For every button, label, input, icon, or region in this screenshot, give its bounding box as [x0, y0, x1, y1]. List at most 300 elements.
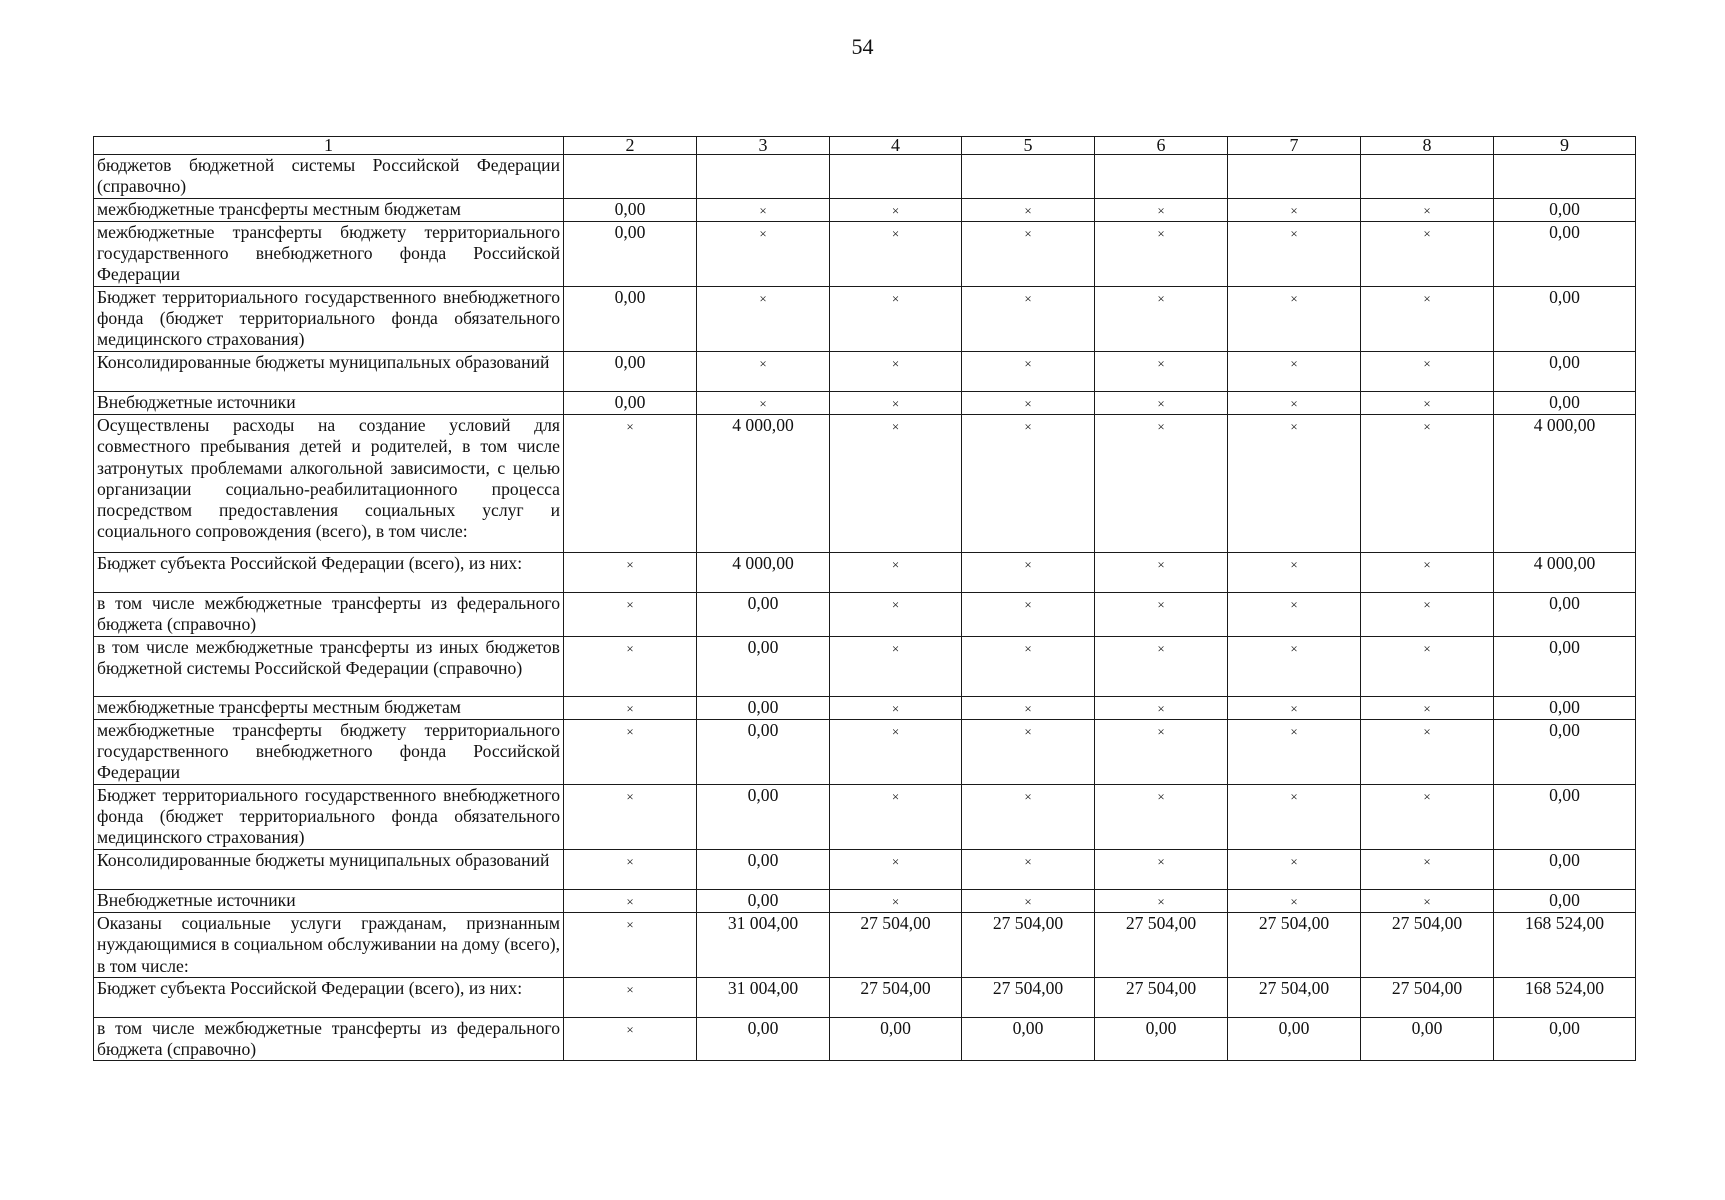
- value-cell-col-4: [830, 696, 962, 719]
- value-cell-col-6: [1095, 636, 1228, 696]
- value-cell-col-5: [962, 155, 1095, 199]
- not-applicable-mark: ×: [1024, 418, 1032, 434]
- value-cell-col-5: [962, 719, 1095, 784]
- not-applicable-mark: ×: [1024, 556, 1032, 572]
- not-applicable-mark: ×: [1290, 640, 1298, 656]
- amount-value: 0,00: [1549, 198, 1580, 219]
- amount-value: 27 504,00: [1391, 912, 1463, 933]
- value-cell-col-6: [1095, 1017, 1228, 1061]
- column-header-1: 1: [94, 137, 564, 155]
- amount-value: 31 004,00: [727, 912, 799, 933]
- value-cell-col-8: [1361, 351, 1494, 391]
- not-applicable-mark: ×: [891, 355, 900, 371]
- value-cell-col-4: [830, 912, 962, 977]
- value-cell-col-9: [1494, 198, 1636, 221]
- value-cell-col-7: [1228, 889, 1361, 912]
- not-applicable-mark: ×: [626, 723, 634, 739]
- budget-table: [93, 136, 1636, 1061]
- not-applicable-mark: ×: [891, 700, 900, 716]
- row-label: в том числе межбюджетные трансферты из федерального бюджета (справочно): [94, 1017, 564, 1061]
- amount-value: 0,00: [1549, 221, 1580, 242]
- amount-value: 0,00: [614, 198, 646, 219]
- not-applicable-mark: ×: [1290, 556, 1298, 572]
- not-applicable-mark: ×: [1290, 723, 1298, 739]
- value-cell-col-9: [1494, 977, 1636, 1017]
- value-cell-col-2: [564, 912, 697, 977]
- not-applicable-mark: ×: [626, 640, 634, 656]
- row-label: межбюджетные трансферты бюджету территориального государственного внебюджетного фонда Российской Федерации: [94, 719, 564, 784]
- row-label: бюджетов бюджетной системы Российской Федерации (справочно): [94, 155, 564, 199]
- not-applicable-mark: ×: [759, 225, 767, 241]
- amount-value: 0,00: [1549, 719, 1580, 740]
- value-cell-col-7: [1228, 696, 1361, 719]
- value-cell-col-8: [1361, 912, 1494, 977]
- not-applicable-mark: ×: [1423, 355, 1431, 371]
- not-applicable-mark: ×: [1157, 788, 1165, 804]
- not-applicable-mark: ×: [891, 788, 900, 804]
- not-applicable-mark: ×: [891, 418, 900, 434]
- value-cell-col-2: [564, 221, 697, 286]
- not-applicable-mark: ×: [1024, 395, 1032, 411]
- value-cell-col-5: [962, 592, 1095, 636]
- amount-value: 4 000,00: [732, 414, 794, 435]
- not-applicable-mark: ×: [1024, 596, 1032, 612]
- value-cell-col-7: [1228, 221, 1361, 286]
- value-cell-col-5: [962, 1017, 1095, 1061]
- value-cell-col-6: [1095, 286, 1228, 351]
- value-cell-col-5: [962, 636, 1095, 696]
- value-cell-col-7: [1228, 155, 1361, 199]
- not-applicable-mark: ×: [1423, 202, 1431, 218]
- column-header-5: 5: [962, 137, 1095, 155]
- not-applicable-mark: ×: [1157, 723, 1165, 739]
- not-applicable-mark: ×: [891, 640, 900, 656]
- row-label: Осуществлены расходы на создание условий для совместного пребывания детей и родителей, в том числе затронутых проблемами алкогольной зависимости, с целью организации социально-реабилитационного процесса посредством предоставления социальных услуг и социального сопровождения (всего), в том числе:: [94, 414, 564, 552]
- not-applicable-mark: ×: [1290, 225, 1298, 241]
- table-row: [94, 198, 1636, 221]
- value-cell-col-8: [1361, 784, 1494, 849]
- value-cell-col-2: [564, 351, 697, 391]
- value-cell-col-8: [1361, 155, 1494, 199]
- not-applicable-mark: ×: [759, 395, 767, 411]
- table-row: [94, 977, 1636, 1017]
- value-cell-col-3: [697, 849, 830, 889]
- value-cell-col-4: [830, 391, 962, 414]
- value-cell-col-9: [1494, 636, 1636, 696]
- not-applicable-mark: ×: [1157, 202, 1165, 218]
- not-applicable-mark: ×: [1024, 225, 1032, 241]
- value-cell-col-6: [1095, 351, 1228, 391]
- value-cell-col-7: [1228, 198, 1361, 221]
- value-cell-col-8: [1361, 696, 1494, 719]
- not-applicable-mark: ×: [891, 202, 900, 218]
- not-applicable-mark: ×: [1423, 893, 1431, 909]
- not-applicable-mark: ×: [1157, 640, 1165, 656]
- table-row: [94, 1017, 1636, 1061]
- value-cell-col-9: [1494, 889, 1636, 912]
- amount-value: 0,00: [747, 784, 779, 805]
- not-applicable-mark: ×: [1157, 290, 1165, 306]
- amount-value: 168 524,00: [1524, 912, 1605, 933]
- not-applicable-mark: ×: [1423, 700, 1431, 716]
- value-cell-col-4: [830, 221, 962, 286]
- not-applicable-mark: ×: [1157, 225, 1165, 241]
- value-cell-col-2: [564, 696, 697, 719]
- amount-value: 27 504,00: [992, 912, 1064, 933]
- amount-value: 27 504,00: [860, 912, 931, 933]
- value-cell-col-8: [1361, 221, 1494, 286]
- not-applicable-mark: ×: [1024, 202, 1032, 218]
- amount-value: 0,00: [1549, 636, 1580, 657]
- not-applicable-mark: ×: [1423, 640, 1431, 656]
- value-cell-col-8: [1361, 636, 1494, 696]
- amount-value: 0,00: [1549, 592, 1580, 613]
- value-cell-col-3: [697, 391, 830, 414]
- not-applicable-mark: ×: [1157, 853, 1165, 869]
- value-cell-col-9: [1494, 719, 1636, 784]
- amount-value: 0,00: [1411, 1017, 1443, 1038]
- value-cell-col-3: [697, 636, 830, 696]
- not-applicable-mark: ×: [1423, 788, 1431, 804]
- row-label: Внебюджетные источники: [94, 391, 564, 414]
- table-row: [94, 784, 1636, 849]
- not-applicable-mark: ×: [1423, 290, 1431, 306]
- amount-value: 4 000,00: [1533, 414, 1596, 435]
- not-applicable-mark: ×: [1290, 355, 1298, 371]
- amount-value: 4 000,00: [732, 552, 794, 573]
- value-cell-col-3: [697, 696, 830, 719]
- value-cell-col-9: [1494, 221, 1636, 286]
- not-applicable-mark: ×: [891, 596, 900, 612]
- value-cell-col-8: [1361, 391, 1494, 414]
- amount-value: 0,00: [1549, 391, 1580, 412]
- not-applicable-mark: ×: [1423, 418, 1431, 434]
- not-applicable-mark: ×: [891, 556, 900, 572]
- value-cell-col-5: [962, 552, 1095, 592]
- value-cell-col-7: [1228, 414, 1361, 552]
- not-applicable-mark: ×: [1290, 418, 1298, 434]
- value-cell-col-7: [1228, 552, 1361, 592]
- value-cell-col-8: [1361, 977, 1494, 1017]
- value-cell-col-8: [1361, 552, 1494, 592]
- value-cell-col-5: [962, 696, 1095, 719]
- value-cell-col-8: [1361, 198, 1494, 221]
- table-row: [94, 912, 1636, 977]
- not-applicable-mark: ×: [1290, 290, 1298, 306]
- value-cell-col-6: [1095, 414, 1228, 552]
- not-applicable-mark: ×: [759, 290, 767, 306]
- value-cell-col-7: [1228, 351, 1361, 391]
- value-cell-col-6: [1095, 198, 1228, 221]
- value-cell-col-2: [564, 784, 697, 849]
- value-cell-col-9: [1494, 784, 1636, 849]
- column-header-4: 4: [830, 137, 962, 155]
- not-applicable-mark: ×: [626, 700, 634, 716]
- value-cell-col-6: [1095, 719, 1228, 784]
- value-cell-col-6: [1095, 912, 1228, 977]
- value-cell-col-3: [697, 977, 830, 1017]
- value-cell-col-2: [564, 849, 697, 889]
- row-label: в том числе межбюджетные трансферты из федерального бюджета (справочно): [94, 592, 564, 636]
- value-cell-col-3: [697, 414, 830, 552]
- value-cell-col-2: [564, 592, 697, 636]
- page-number: 54: [851, 34, 874, 59]
- value-cell-col-5: [962, 889, 1095, 912]
- not-applicable-mark: ×: [1423, 225, 1431, 241]
- not-applicable-mark: ×: [1157, 395, 1165, 411]
- amount-value: 31 004,00: [727, 977, 799, 998]
- value-cell-col-7: [1228, 977, 1361, 1017]
- not-applicable-mark: ×: [1423, 853, 1431, 869]
- value-cell-col-8: [1361, 849, 1494, 889]
- amount-value: 0,00: [747, 849, 779, 870]
- value-cell-col-4: [830, 636, 962, 696]
- amount-value: 0,00: [1145, 1017, 1177, 1038]
- not-applicable-mark: ×: [626, 981, 634, 997]
- table-row: [94, 696, 1636, 719]
- value-cell-col-7: [1228, 391, 1361, 414]
- value-cell-col-7: [1228, 286, 1361, 351]
- table-row: [94, 351, 1636, 391]
- value-cell-col-4: [830, 155, 962, 199]
- value-cell-col-9: [1494, 849, 1636, 889]
- not-applicable-mark: ×: [891, 395, 900, 411]
- value-cell-col-4: [830, 414, 962, 552]
- not-applicable-mark: ×: [891, 290, 900, 306]
- value-cell-col-6: [1095, 155, 1228, 199]
- not-applicable-mark: ×: [1157, 596, 1165, 612]
- amount-value: 27 504,00: [1125, 977, 1197, 998]
- not-applicable-mark: ×: [1290, 700, 1298, 716]
- value-cell-col-2: [564, 198, 697, 221]
- value-cell-col-3: [697, 889, 830, 912]
- amount-value: 0,00: [614, 221, 646, 242]
- value-cell-col-5: [962, 784, 1095, 849]
- not-applicable-mark: ×: [1024, 723, 1032, 739]
- value-cell-col-3: [697, 221, 830, 286]
- row-label: Бюджет территориального государственного внебюджетного фонда (бюджет территориального фонда обязательного медицинского страхования): [94, 286, 564, 351]
- amount-value: 27 504,00: [1391, 977, 1463, 998]
- value-cell-col-8: [1361, 414, 1494, 552]
- not-applicable-mark: ×: [1157, 700, 1165, 716]
- row-label: Внебюджетные источники: [94, 889, 564, 912]
- not-applicable-mark: ×: [891, 893, 900, 909]
- value-cell-col-4: [830, 784, 962, 849]
- amount-value: 0,00: [880, 1017, 911, 1038]
- not-applicable-mark: ×: [626, 1021, 634, 1037]
- table-row: [94, 719, 1636, 784]
- not-applicable-mark: ×: [759, 202, 767, 218]
- table-header-row: [94, 137, 1636, 155]
- not-applicable-mark: ×: [1024, 788, 1032, 804]
- value-cell-col-2: [564, 1017, 697, 1061]
- not-applicable-mark: ×: [626, 596, 634, 612]
- table-row: [94, 552, 1636, 592]
- column-header-9: 9: [1494, 137, 1636, 155]
- table-body: [94, 137, 1636, 1061]
- value-cell-col-5: [962, 351, 1095, 391]
- not-applicable-mark: ×: [1290, 788, 1298, 804]
- value-cell-col-7: [1228, 1017, 1361, 1061]
- value-cell-col-5: [962, 221, 1095, 286]
- value-cell-col-7: [1228, 592, 1361, 636]
- value-cell-col-3: [697, 155, 830, 199]
- not-applicable-mark: ×: [1157, 556, 1165, 572]
- value-cell-col-3: [697, 912, 830, 977]
- not-applicable-mark: ×: [1423, 556, 1431, 572]
- value-cell-col-4: [830, 552, 962, 592]
- value-cell-col-9: [1494, 391, 1636, 414]
- amount-value: 0,00: [614, 391, 646, 412]
- value-cell-col-9: [1494, 552, 1636, 592]
- value-cell-col-2: [564, 977, 697, 1017]
- column-header-2: 2: [564, 137, 697, 155]
- amount-value: 0,00: [1549, 849, 1580, 870]
- amount-value: 0,00: [747, 889, 779, 910]
- not-applicable-mark: ×: [626, 788, 634, 804]
- value-cell-col-9: [1494, 592, 1636, 636]
- value-cell-col-7: [1228, 719, 1361, 784]
- value-cell-col-8: [1361, 889, 1494, 912]
- value-cell-col-5: [962, 977, 1095, 1017]
- value-cell-col-4: [830, 592, 962, 636]
- amount-value: 0,00: [1549, 351, 1580, 372]
- value-cell-col-9: [1494, 155, 1636, 199]
- amount-value: 0,00: [1549, 889, 1580, 910]
- not-applicable-mark: ×: [626, 853, 634, 869]
- not-applicable-mark: ×: [1423, 395, 1431, 411]
- value-cell-col-3: [697, 351, 830, 391]
- not-applicable-mark: ×: [1024, 893, 1032, 909]
- value-cell-col-6: [1095, 391, 1228, 414]
- amount-value: 0,00: [614, 286, 646, 307]
- not-applicable-mark: ×: [626, 916, 634, 932]
- value-cell-col-9: [1494, 1017, 1636, 1061]
- amount-value: 168 524,00: [1524, 977, 1605, 998]
- not-applicable-mark: ×: [891, 225, 900, 241]
- amount-value: 0,00: [1549, 1017, 1580, 1038]
- amount-value: 0,00: [747, 1017, 779, 1038]
- not-applicable-mark: ×: [759, 355, 767, 371]
- not-applicable-mark: ×: [1024, 355, 1032, 371]
- table-row: [94, 391, 1636, 414]
- value-cell-col-4: [830, 286, 962, 351]
- value-cell-col-6: [1095, 592, 1228, 636]
- not-applicable-mark: ×: [1290, 395, 1298, 411]
- value-cell-col-4: [830, 198, 962, 221]
- column-header-7: 7: [1228, 137, 1361, 155]
- not-applicable-mark: ×: [1157, 893, 1165, 909]
- value-cell-col-4: [830, 977, 962, 1017]
- amount-value: 0,00: [1549, 286, 1580, 307]
- amount-value: 0,00: [1278, 1017, 1310, 1038]
- value-cell-col-4: [830, 889, 962, 912]
- value-cell-col-6: [1095, 977, 1228, 1017]
- amount-value: 0,00: [1012, 1017, 1044, 1038]
- value-cell-col-8: [1361, 719, 1494, 784]
- value-cell-col-3: [697, 784, 830, 849]
- amount-value: 0,00: [747, 719, 779, 740]
- value-cell-col-6: [1095, 889, 1228, 912]
- value-cell-col-2: [564, 286, 697, 351]
- value-cell-col-6: [1095, 849, 1228, 889]
- amount-value: 27 504,00: [1258, 912, 1330, 933]
- value-cell-col-5: [962, 391, 1095, 414]
- row-label: Консолидированные бюджеты муниципальных образований: [94, 351, 564, 391]
- value-cell-col-8: [1361, 286, 1494, 351]
- not-applicable-mark: ×: [1024, 700, 1032, 716]
- column-header-6: 6: [1095, 137, 1228, 155]
- amount-value: 0,00: [614, 351, 646, 372]
- amount-value: 0,00: [747, 592, 779, 613]
- value-cell-col-5: [962, 286, 1095, 351]
- column-header-3: 3: [697, 137, 830, 155]
- value-cell-col-9: [1494, 414, 1636, 552]
- value-cell-col-2: [564, 414, 697, 552]
- value-cell-col-2: [564, 552, 697, 592]
- not-applicable-mark: ×: [1290, 853, 1298, 869]
- amount-value: 27 504,00: [1258, 977, 1330, 998]
- value-cell-col-7: [1228, 784, 1361, 849]
- table-row: [94, 414, 1636, 552]
- table-row: [94, 592, 1636, 636]
- value-cell-col-8: [1361, 592, 1494, 636]
- value-cell-col-2: [564, 391, 697, 414]
- not-applicable-mark: ×: [891, 723, 900, 739]
- table-row: [94, 889, 1636, 912]
- value-cell-col-9: [1494, 696, 1636, 719]
- value-cell-col-5: [962, 414, 1095, 552]
- value-cell-col-5: [962, 198, 1095, 221]
- value-cell-col-9: [1494, 912, 1636, 977]
- row-label: межбюджетные трансферты местным бюджетам: [94, 696, 564, 719]
- amount-value: 0,00: [1549, 696, 1580, 717]
- not-applicable-mark: ×: [1423, 723, 1431, 739]
- amount-value: 0,00: [747, 696, 779, 717]
- value-cell-col-3: [697, 552, 830, 592]
- value-cell-col-7: [1228, 849, 1361, 889]
- not-applicable-mark: ×: [1024, 853, 1032, 869]
- not-applicable-mark: ×: [1290, 893, 1298, 909]
- value-cell-col-2: [564, 636, 697, 696]
- value-cell-col-3: [697, 198, 830, 221]
- not-applicable-mark: ×: [1157, 355, 1165, 371]
- value-cell-col-3: [697, 719, 830, 784]
- table-row: [94, 155, 1636, 199]
- not-applicable-mark: ×: [1423, 596, 1431, 612]
- amount-value: 4 000,00: [1533, 552, 1596, 573]
- value-cell-col-6: [1095, 221, 1228, 286]
- value-cell-col-6: [1095, 784, 1228, 849]
- value-cell-col-3: [697, 1017, 830, 1061]
- amount-value: 27 504,00: [1125, 912, 1197, 933]
- row-label: Бюджет субъекта Российской Федерации (всего), из них:: [94, 977, 564, 1017]
- value-cell-col-8: [1361, 1017, 1494, 1061]
- column-header-8: 8: [1361, 137, 1494, 155]
- value-cell-col-2: [564, 719, 697, 784]
- row-label: межбюджетные трансферты местным бюджетам: [94, 198, 564, 221]
- value-cell-col-6: [1095, 552, 1228, 592]
- amount-value: 0,00: [1549, 784, 1580, 805]
- value-cell-col-3: [697, 592, 830, 636]
- value-cell-col-7: [1228, 636, 1361, 696]
- amount-value: 27 504,00: [992, 977, 1064, 998]
- table-row: [94, 286, 1636, 351]
- value-cell-col-4: [830, 719, 962, 784]
- row-label: Консолидированные бюджеты муниципальных образований: [94, 849, 564, 889]
- not-applicable-mark: ×: [1157, 418, 1165, 434]
- not-applicable-mark: ×: [626, 893, 634, 909]
